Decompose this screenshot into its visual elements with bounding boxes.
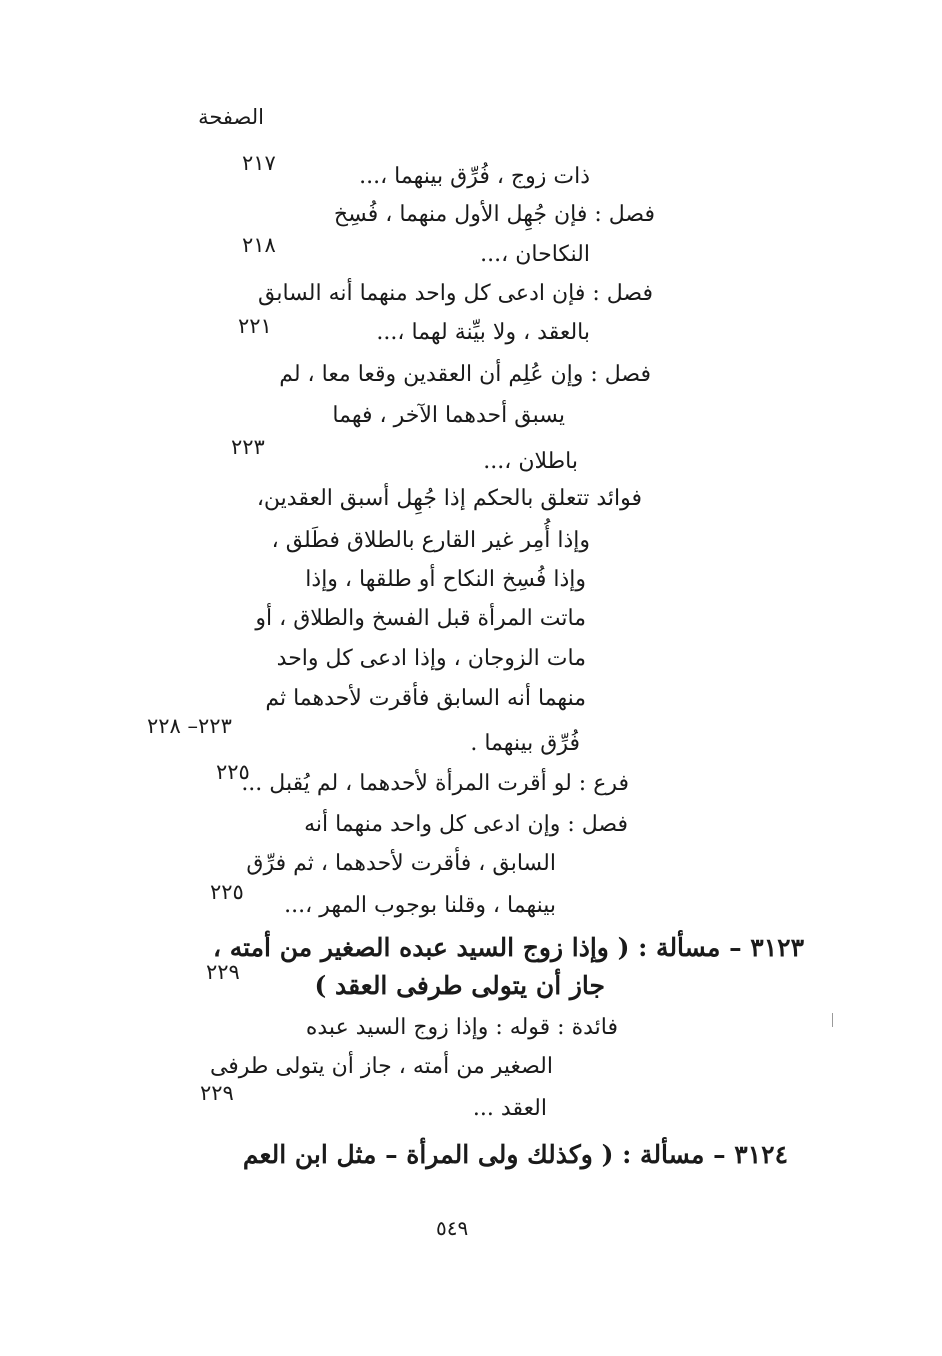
page-reference: ٢١٧ — [242, 151, 276, 175]
index-line: وإذا فُسِخ النكاح أو طلقها ، وإذا — [305, 567, 586, 592]
index-line: ذات زوج ، فُرِّق بينهما ،... — [359, 164, 590, 189]
index-line: ماتت المرأة قبل الفسخ والطلاق ، أو — [255, 606, 586, 631]
index-line: فوائد تتعلق بالحكم إذا جُهِل أسبق العقدين، — [256, 486, 642, 511]
issue-heading-3124: ٣١٢٤ – مسألة : ( وكذلك ولى المرأة – مثل ابن العم — [242, 1140, 788, 1169]
page-reference: ٢٢٩ — [206, 960, 240, 984]
index-line: فصل : وإن عُلِم أن العقدين وقعا معا ، لم — [279, 362, 651, 387]
index-line: الصغير من أمته ، جاز أن يتولى طرفى — [209, 1054, 553, 1079]
index-line: النكاحان ،... — [480, 242, 590, 267]
issue-heading-3123-continued: جاز أن يتولى طرفى العقد ) — [314, 971, 605, 1000]
index-line: فرع : لو أقرت المرأة لأحدهما ، لم يُقبل ... — [241, 771, 629, 796]
index-line: يسبق أحدهما الآخر ، فهما — [332, 403, 565, 428]
page-reference: ٢٢١ — [238, 314, 272, 338]
index-line: فائدة : قوله : وإذا زوج السيد عبده — [305, 1015, 618, 1040]
index-line: باطلان ،... — [483, 449, 578, 474]
page-reference: ٢٢٩ — [200, 1081, 234, 1105]
index-line: السابق ، فأقرت لأحدهما ، ثم فرِّق — [246, 851, 556, 876]
index-line: فصل : فإن ادعى كل واحد منهما أنه السابق — [257, 281, 653, 306]
page-reference: ٢١٨ — [242, 233, 276, 257]
page-reference: ٢٢٥ — [210, 880, 244, 904]
page-reference-range: ٢٢٣– ٢٢٨ — [147, 714, 232, 738]
index-line: بينهما ، وقلنا بوجوب المهر ،... — [284, 893, 556, 918]
index-line: مات الزوجان ، وإذا ادعى كل واحد — [276, 646, 586, 671]
index-line: فصل : وإن ادعى كل واحد منهما أنه — [304, 812, 628, 837]
page-number: ٥٤٩ — [436, 1216, 469, 1240]
page-reference: ٢٢٥ — [216, 760, 250, 784]
index-line: وإذا أُمِر غير القارع بالطلاق فطَلق ، — [271, 528, 590, 553]
index-line: بالعقد ، ولا بيِّنة لهما ،... — [376, 320, 590, 345]
scan-mark — [832, 1013, 833, 1027]
page-column-header: الصفحة — [198, 105, 264, 129]
issue-heading-3123: ٣١٢٣ – مسألة : ( وإذا زوج السيد عبده الصغير من أمته ، — [212, 933, 804, 962]
page-reference: ٢٢٣ — [231, 435, 265, 459]
index-line: العقد ... — [472, 1096, 547, 1121]
index-line: فُرِّق بينهما . — [470, 731, 580, 756]
index-line: منهما أنه السابق فأقرت لأحدهما ثم — [265, 686, 586, 711]
index-line: فصل : فإن جُهِل الأول منهما ، فُسِخ — [333, 202, 655, 227]
